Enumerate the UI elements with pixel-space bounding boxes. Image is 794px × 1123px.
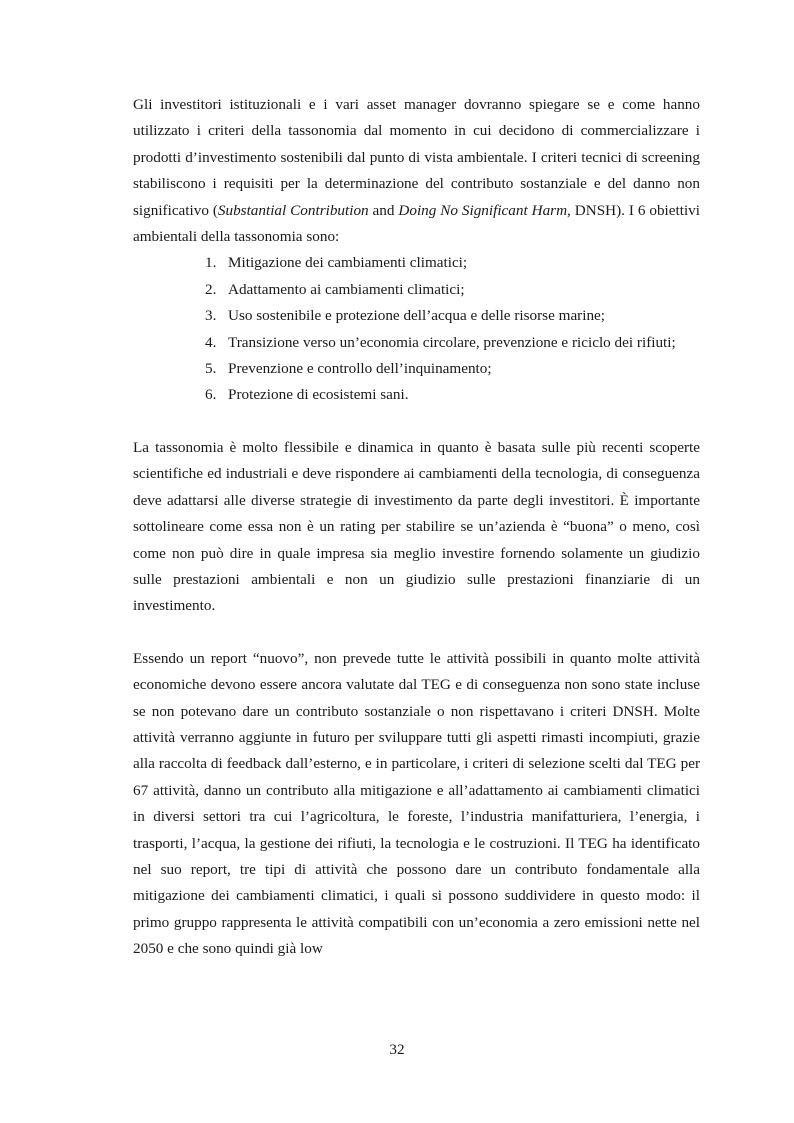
page-number: 32 [389, 1041, 405, 1058]
list-item-text: Uso sostenibile e protezione dell’acqua e delle risorse marine; [228, 307, 606, 325]
list-item-number: 4. [205, 333, 217, 351]
paragraph-spacer [133, 620, 700, 646]
list-item-text: Transizione verso un’economia circolare, prevenzione e riciclo dei rifiuti; [228, 333, 676, 351]
list-item [205, 356, 700, 382]
list-item [205, 277, 700, 303]
list-item-number: 1. [205, 254, 217, 272]
list-item [205, 250, 700, 276]
list-item [205, 382, 700, 408]
document-body [133, 92, 700, 963]
italic-term-dnsh: Doing No Significant Harm, [398, 201, 571, 219]
list-item-text: Adattamento ai cambiamenti climatici; [228, 280, 465, 298]
list-item-number: 6. [205, 386, 217, 404]
list-item-number: 2. [205, 280, 217, 298]
paragraph-spacer [133, 409, 700, 435]
paragraph-text: DNSH). I 6 obiettivi ambientali della tassonomia sono: [133, 201, 700, 246]
paragraph-teg-report: Essendo un report “nuovo”, non prevede tutte le attività possibili in quanto molte attività economiche devono essere ancora valutate dal TEG e di conseguenza non sono state incluse se non potevano dare un contributo sostanziale o non rispettavano i criteri DNSH. Molte attività verranno aggiunte in futuro per sviluppare tutti gli aspetti rimasti incompiuti, grazie alla raccolta di feedback dall’esterno, e in particolare, i criteri di selezione scelti dal TEG per 67 attività, danno un contributo alla mitigazione e all’adattamento ai cambiamenti climatici in diversi settori tra cui l’agricoltura, le foreste, l’industria manifatturiera, l’energia, i trasporti, l’acqua, la gestione dei rifiuti, la tecnologia e le costruzioni. Il TEG ha identificato nel suo report, tre tipi di attività che possono dare un contributo fondamentale alla mitigazione dei cambiamenti climatici, i quali si possono suddividere in questo modo: il primo gruppo rappresenta le attività compatibili con un’economia a zero emissioni nette nel 2050 e che sono quindi già low [133, 649, 700, 958]
list-item-text: Protezione di ecosistemi sani. [228, 386, 409, 404]
paragraph-text: and [368, 201, 399, 219]
list-item [205, 303, 700, 329]
list-item [205, 330, 700, 356]
paragraph-taxonomy-criteria [133, 92, 700, 250]
list-item-number: 3. [205, 307, 217, 325]
paragraph-taxonomy-flexibility: La tassonomia è molto flessibile e dinamica in quanto è basata sulle più recenti scoperte scientifiche ed industriali e deve rispondere ai cambiamenti della tecnologia, di conseguenza deve adattarsi alle diverse strategie di investimento da parte degli investitori. È importante sottolineare come essa non è un rating per stabilire se un’azienda è “buona” o meno, così come non può dire in quale impresa sia meglio investire fornendo solamente un giudizio sulle prestazioni ambientali e non un giudizio sulle prestazioni finanziarie di un investimento. [133, 438, 700, 615]
italic-term-substantial-contribution: Substantial Contribution [217, 201, 369, 219]
list-item-text: Mitigazione dei cambiamenti climatici; [228, 254, 468, 272]
list-item-number: 5. [205, 360, 217, 378]
paragraph-text: Gli investitori istituzionali e i vari asset manager dovranno spiegare se e come hanno utilizzato i criteri della tassonomia dal momento in cui decidono di commercializzare i prodotti d’investimento sostenibili dal punto di vista ambientale. I criteri tecnici di screening stabiliscono i requisiti per la determinazione del contributo sostanziale e del danno non significativo ( [133, 96, 700, 219]
list-item-text: Prevenzione e controllo dell’inquinamento; [228, 360, 492, 378]
objectives-list [133, 250, 700, 408]
